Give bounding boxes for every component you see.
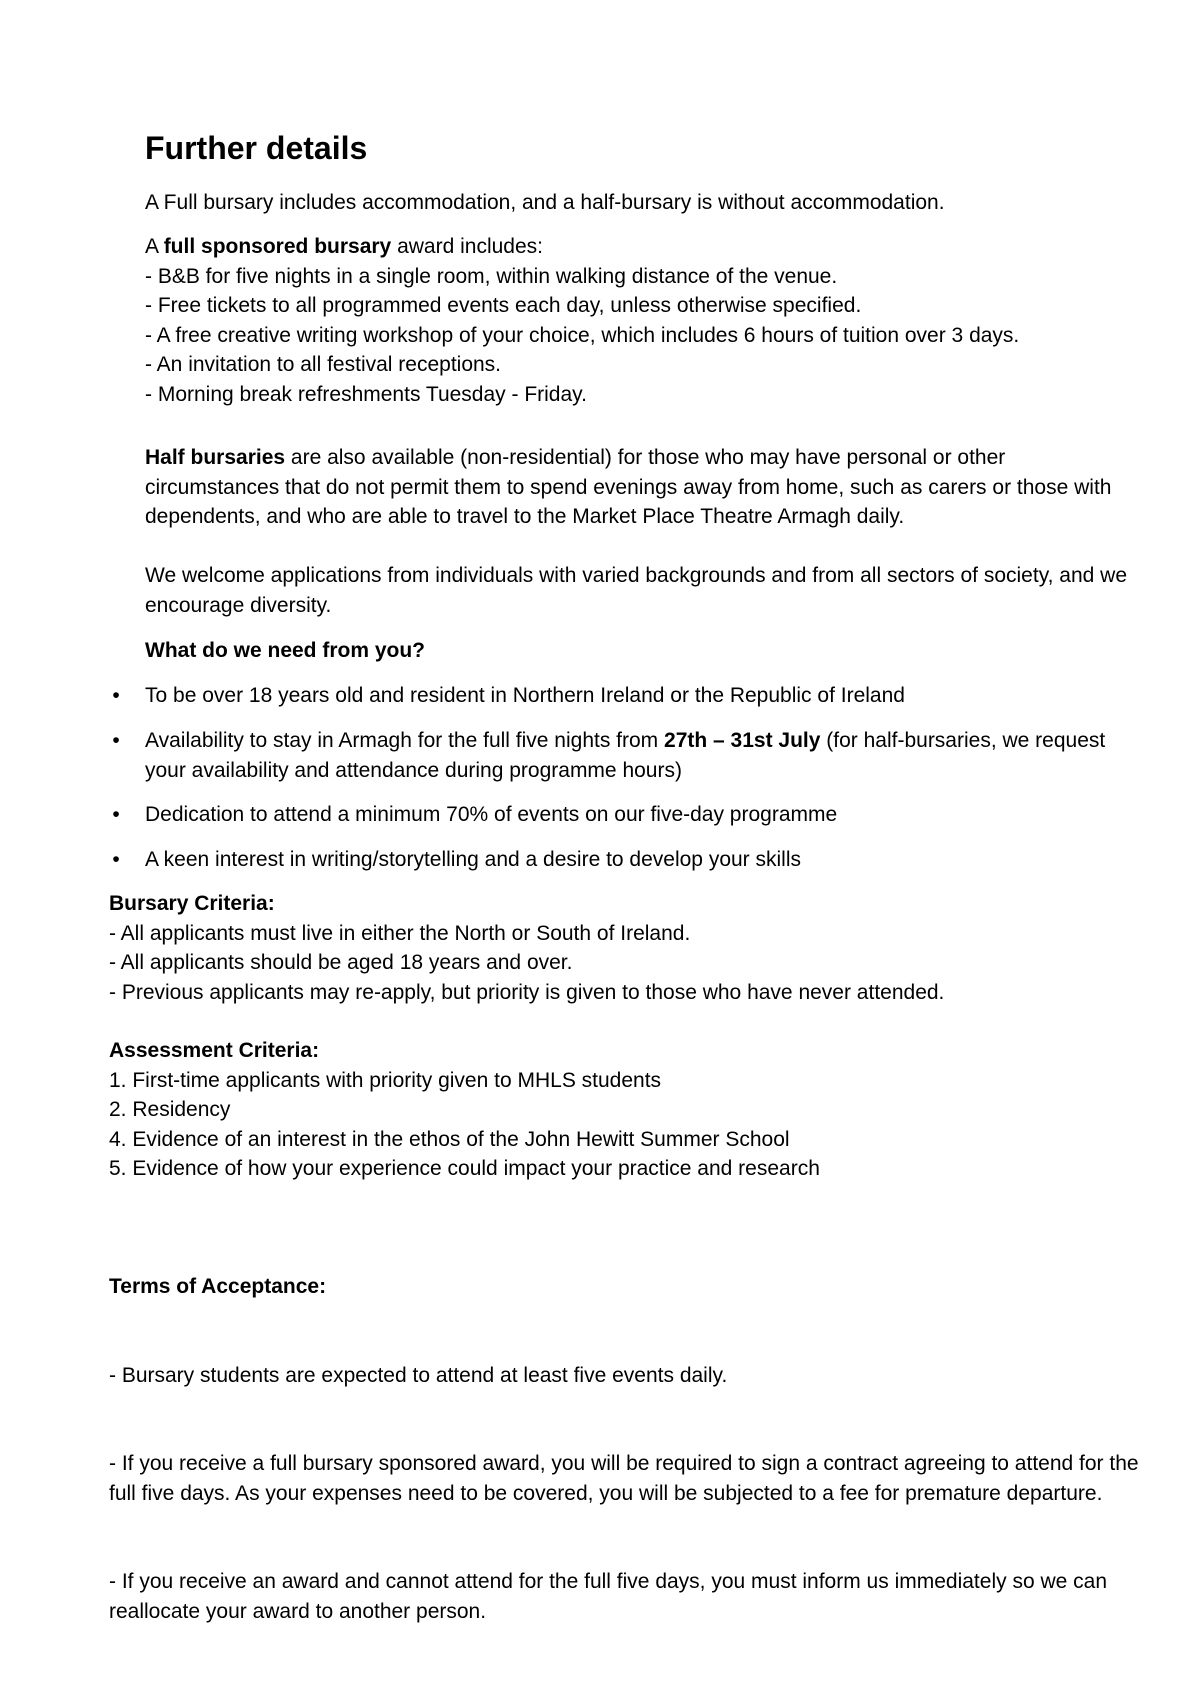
- needs-list-item: [112, 726, 1145, 785]
- diversity-paragraph: We welcome applications from individuals with varied backgrounds and from all sectors of society, and we encourage diversity.: [145, 564, 1128, 617]
- needs-item-dates: 27th – 31st July: [664, 729, 821, 752]
- bursary-criteria-item: - All applicants must live in either the North or South of Ireland.: [109, 921, 691, 945]
- full-bursary-item: - An invitation to all festival receptions.: [145, 353, 502, 376]
- needs-item-text: Dedication to attend a minimum 70% of events on our five-day programme: [145, 803, 838, 826]
- full-bursary-item: - A free creative writing workshop of your choice, which includes 6 hours of tuition over 3 days.: [145, 323, 1020, 347]
- needs-list-item: [112, 845, 1145, 875]
- assessment-criteria-title: Assessment Criteria:: [109, 1039, 320, 1062]
- full-bursary-bold: full sponsored bursary: [163, 235, 392, 258]
- full-bursary-suffix: award includes:: [391, 235, 543, 258]
- needs-item-text: To be over 18 years old and resident in Northern Ireland or the Republic of Ireland: [145, 684, 905, 707]
- assessment-criteria-item: 2. Residency: [109, 1098, 231, 1121]
- half-bursary-paragraph: [145, 443, 1145, 532]
- full-bursary-item: - B&B for five nights in a single room, within walking distance of the venue.: [145, 264, 838, 288]
- assessment-criteria-item: 1. First-time applicants with priority given to MHLS students: [109, 1068, 662, 1092]
- page-title: Further details: [145, 130, 368, 166]
- full-bursary-item: - Free tickets to all programmed events each day, unless otherwise specified.: [145, 294, 862, 317]
- half-bursary-text: are also available (non-residential) for those who may have personal or other circumstances that do not permit them to spend evenings away from home, such as carers or those with dependents, and who are able to travel to the Market Place Theatre Armagh daily.: [145, 446, 1112, 528]
- assessment-criteria-item: 5. Evidence of how your experience could impact your practice and research: [109, 1157, 820, 1180]
- bullet-icon: •: [112, 729, 120, 752]
- full-bursary-prefix: A: [145, 235, 164, 258]
- half-bursary-bold: Half bursaries: [145, 446, 286, 469]
- needs-list-item: [112, 800, 1145, 830]
- bullet-icon: •: [112, 848, 120, 871]
- needs-title: What do we need from you?: [145, 639, 426, 662]
- intro-paragraph: A Full bursary includes accommodation, and a half-bursary is without accommodation.: [145, 191, 945, 214]
- bursary-criteria-item: - Previous applicants may re-apply, but priority is given to those who have never attended.: [109, 980, 945, 1004]
- needs-item-text: A keen interest in writing/storytelling and a desire to develop your skills: [145, 848, 802, 871]
- bullet-icon: •: [112, 803, 120, 826]
- terms-item: - Bursary students are expected to attend at least five events daily.: [109, 1363, 728, 1387]
- bursary-criteria-section: [109, 889, 1139, 1007]
- assessment-criteria-item: 4. Evidence of an interest in the ethos of the John Hewitt Summer School: [109, 1127, 790, 1151]
- terms-title: Terms of Acceptance:: [109, 1275, 327, 1298]
- terms-item: - If you receive an award and cannot attend for the full five days, you must inform us immediately so we can reallocate your award to another person.: [109, 1570, 1107, 1623]
- full-bursary-section: [145, 232, 1145, 409]
- terms-section: [109, 1213, 1139, 1685]
- bursary-criteria-item: - All applicants should be aged 18 years and over.: [109, 951, 573, 974]
- bullet-icon: •: [112, 684, 120, 707]
- full-bursary-item: - Morning break refreshments Tuesday - Friday.: [145, 382, 587, 406]
- needs-list-item: [112, 681, 1145, 711]
- terms-item: - If you receive a full bursary sponsored award, you will be required to sign a contract agreeing to attend for the full five days. As your expenses need to be covered, you will be subjected to a fee for premature departure.: [109, 1452, 1139, 1505]
- needs-item-text: Availability to stay in Armagh for the full five nights from: [145, 729, 665, 752]
- assessment-criteria-section: [109, 1036, 1139, 1184]
- full-bursary-lead: [145, 232, 1145, 262]
- needs-item-text: (for half-bursaries, we request your availability and attendance during programme hours): [145, 729, 1106, 782]
- bursary-criteria-title: Bursary Criteria:: [109, 892, 275, 915]
